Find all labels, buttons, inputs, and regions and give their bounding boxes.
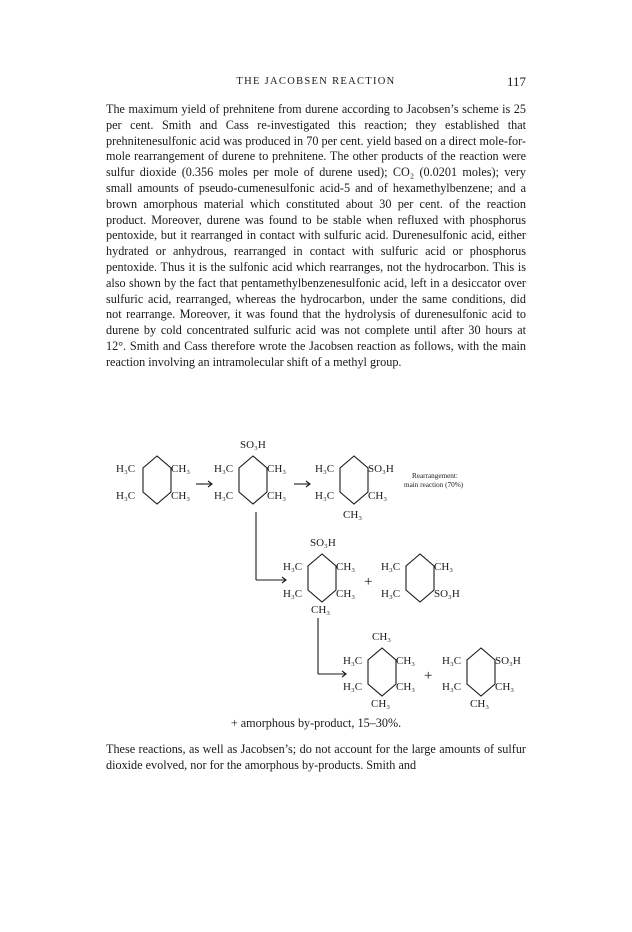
molecule-pentamethylbenzenesulfonic-acid-2 <box>442 648 521 710</box>
label-ch3: CH₃ <box>343 509 363 521</box>
page-header <box>106 76 526 92</box>
byproduct-note: + amorphous by-product, 15–30%. <box>230 716 402 730</box>
label-ch3: CH₃ <box>336 588 356 600</box>
paragraph-2: These reactions, as well as Jacobsen’s; do not account for the large amounts of sulfur dioxide evolved, nor for the amorphous by-products. Smith and <box>106 742 526 772</box>
label-h3c: H₃C <box>283 588 303 600</box>
label-so3h: SO₃H <box>240 439 266 451</box>
label-h3c: H₃C <box>116 490 136 502</box>
label-ch3: CH₃ <box>267 463 287 475</box>
molecule-durene <box>116 456 190 504</box>
running-title: THE JACOBSEN REACTION <box>236 76 396 87</box>
plus-sign: + <box>364 574 373 590</box>
label-ch3: CH₃ <box>311 604 331 616</box>
branch-arrow <box>256 512 286 583</box>
page-number: 117 <box>506 74 526 89</box>
label-ch3: CH₃ <box>434 561 454 573</box>
label-h3c: H₃C <box>381 588 401 600</box>
label-h3c: H₃C <box>283 561 303 573</box>
label-ch3: CH₃ <box>396 655 416 667</box>
label-h3c: H₃C <box>442 655 462 667</box>
label-ch3: CH₃ <box>171 490 191 502</box>
molecule-prehnitenesulfonic-acid <box>315 456 394 521</box>
label-h3c: H₃C <box>343 655 363 667</box>
label-h3c: H₃C <box>343 681 363 693</box>
plus-sign: + <box>424 668 433 684</box>
label-ch3: CH₃ <box>396 681 416 693</box>
molecule-pentamethylbenzenesulfonic-acid <box>283 537 355 616</box>
label-ch3: CH₃ <box>371 698 391 710</box>
paragraph-1: The maximum yield of prehnitene from durene according to Jacobsen’s scheme is 25 per cent. Smith and Cass re-investigated this reaction; they established that prehnitenesulfonic acid was produced in 70 per cent. yield based on a direct mole-for-mole rearrangement of durene to prehnitene. The other products of the reaction were sulfur dioxide (0.356 moles per mole of durene used); CO₂ (0.0201 moles); very small amounts of pseudo-cumenesulfonic acid-5 and of hexamethylbenzene; and a brown amorphous material which constituted about 30 per cent. of the reaction product. Moreover, durene was found to be stable when refluxed with phosphorus pentoxide, but it rearranged in contact with sulfuric acid. Durenesulfonic acid, either hydrated or anhydrous, rearranged in contact with sulfuric acid or phosphorus pentoxide. Thus it is the sulfonic acid which rearranges, not the hydrocarbon. This is also shown by the fact that pentamethylbenzenesulfonic acid, left in a desiccator over sulfuric acid, rearranged, whereas the hydrocarbon, under the same conditions, did not rearrange. Moreover, it was found that the hydrolysis of durenesulfonic acid to durene by cold concentrated sulfuric acid was not complete until after 30 hours at 12°. Smith and Cass therefore wrote the Jacobsen reaction as follows, with the main reaction involving an intramolecular shift of a methyl group. <box>106 102 526 369</box>
rearrangement-label: Rearrangement: <box>412 472 458 480</box>
label-h3c: H₃C <box>381 561 401 573</box>
label-ch3: CH₃ <box>372 631 392 643</box>
label-h3c: H₃C <box>315 490 335 502</box>
label-h3c: H₃C <box>214 490 234 502</box>
molecule-pseudocumenesulfonic-acid <box>381 554 460 602</box>
molecule-hexamethylbenzene <box>343 631 415 710</box>
reaction-arrow <box>294 481 310 487</box>
label-so3h: SO₃H <box>368 463 394 475</box>
label-ch3: CH₃ <box>171 463 191 475</box>
label-ch3: CH₃ <box>368 490 388 502</box>
reaction-arrow <box>196 481 212 487</box>
molecule-durenesulfonic-acid <box>214 439 286 504</box>
label-ch3: CH₃ <box>470 698 490 710</box>
label-h3c: H₃C <box>315 463 335 475</box>
label-ch3: CH₃ <box>336 561 356 573</box>
label-so3h: SO₃H <box>434 588 460 600</box>
label-ch3: CH₃ <box>495 681 515 693</box>
main-reaction-label: main reaction (70%) <box>404 481 464 489</box>
branch-arrow <box>318 618 346 677</box>
label-h3c: H₃C <box>116 463 136 475</box>
label-ch3: CH₃ <box>267 490 287 502</box>
label-so3h: SO₃H <box>310 537 336 549</box>
label-h3c: H₃C <box>214 463 234 475</box>
label-h3c: H₃C <box>442 681 462 693</box>
label-so3h: SO₃H <box>495 655 521 667</box>
